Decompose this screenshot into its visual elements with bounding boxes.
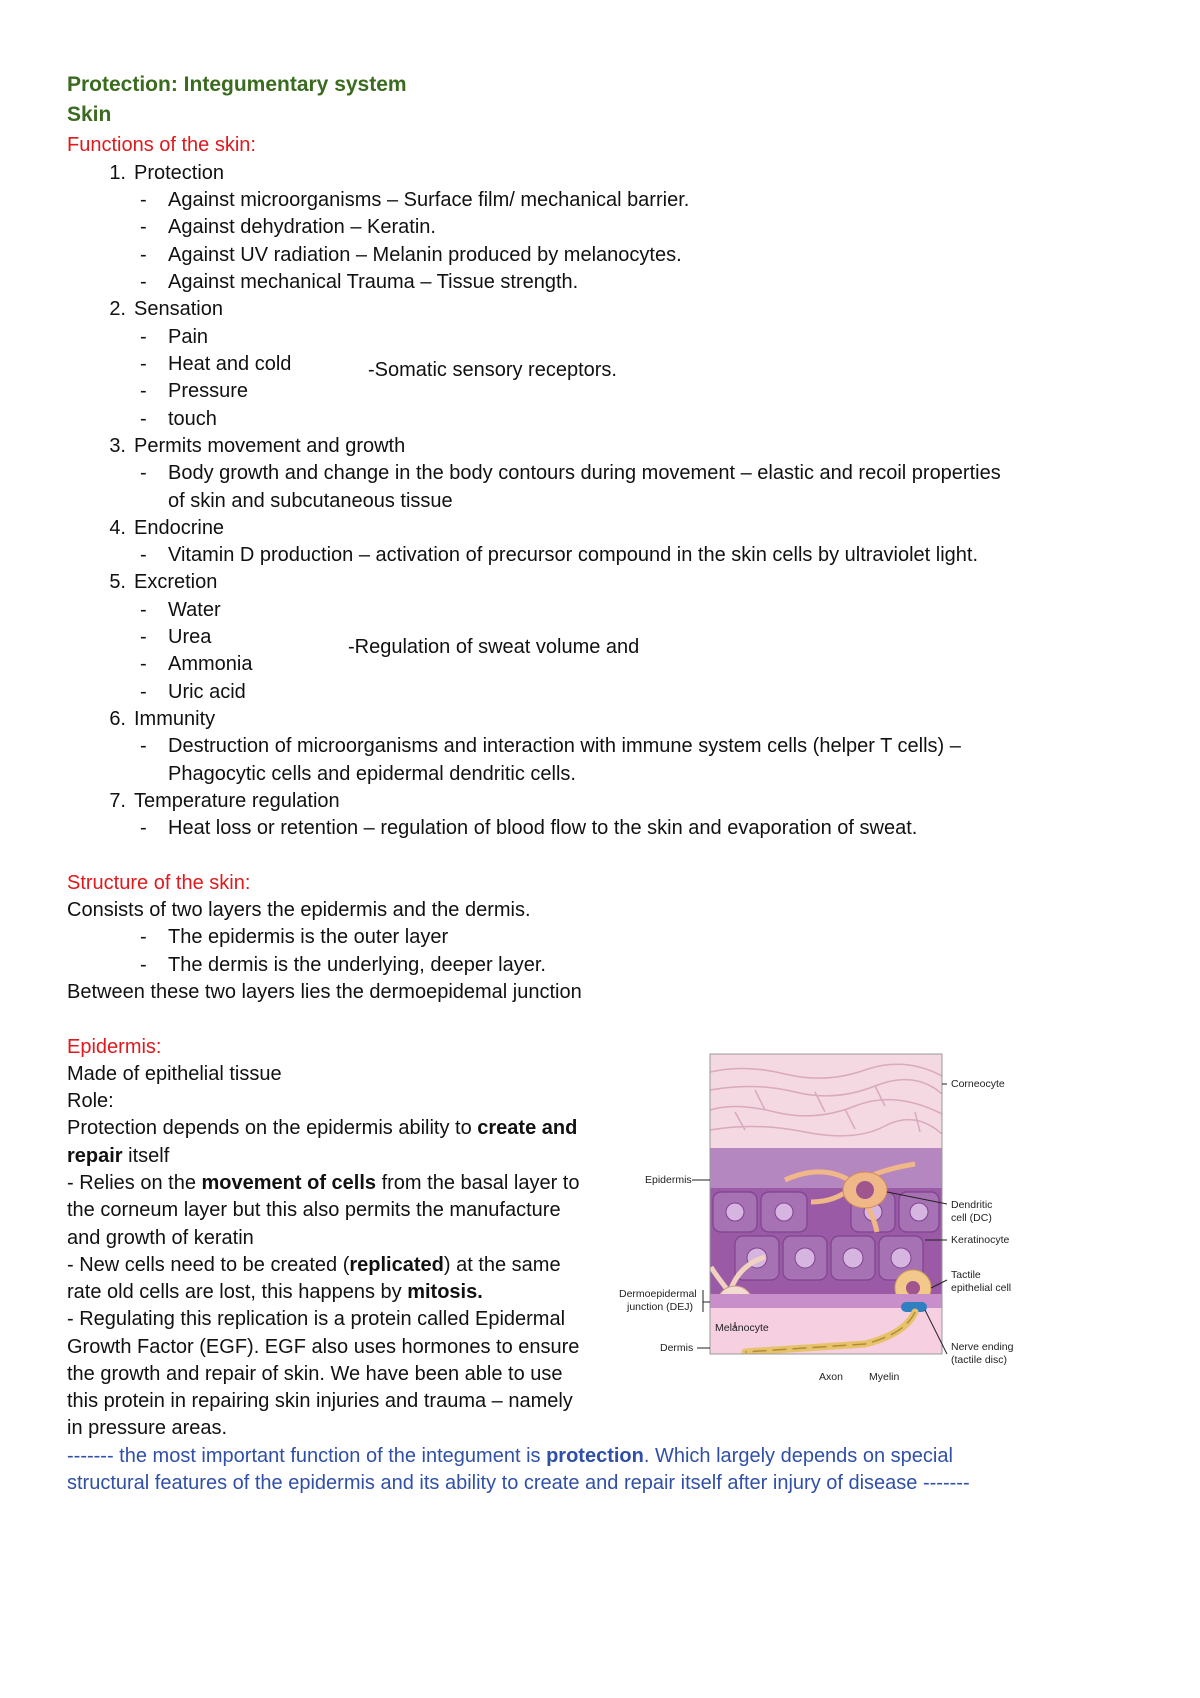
structure-outro: Between these two layers lies the dermoepidemal junction <box>67 981 582 1003</box>
function-2-item: - touch <box>140 408 217 430</box>
sensation-side-note: -Somatic sensory receptors. <box>368 359 617 381</box>
label-myelin: Myelin <box>869 1371 900 1383</box>
function-1-item: - Against dehydration – Keratin. <box>140 216 436 238</box>
skin-layers-figure <box>615 1052 1055 1392</box>
epidermis-heading: Epidermis: <box>67 1036 162 1058</box>
stratum-granulosum <box>710 1148 942 1188</box>
epidermis-text: Protection depends on the epidermis ability to create and <box>67 1117 578 1139</box>
structure-heading: Structure of the skin: <box>67 872 251 894</box>
document-subtitle: Skin <box>67 103 112 126</box>
function-1-item: - Against UV radiation – Melanin produced by melanocytes. <box>140 244 682 266</box>
function-7-item: - Heat loss or retention – regulation of blood flow to the skin and evaporation of sweat. <box>140 817 918 839</box>
label-dendritic-2: cell (DC) <box>951 1212 992 1224</box>
structure-item: - The epidermis is the outer layer <box>140 926 449 948</box>
function-5-item: - Ammonia <box>140 653 253 675</box>
label-tactile-2: epithelial cell <box>951 1282 1012 1294</box>
function-2-item: - Heat and cold <box>140 353 292 375</box>
epidermis-text: Growth Factor (EGF). EGF also uses hormones to ensure <box>67 1336 580 1358</box>
label-corneocyte: Corneocyte <box>951 1078 1005 1090</box>
label-dej-1: Dermoepidermal <box>619 1288 697 1300</box>
label-dermis: Dermis <box>660 1342 694 1354</box>
epidermis-text: the growth and repair of skin. We have been able to use <box>67 1363 563 1385</box>
epidermis-text: - Regulating this replication is a protein called Epidermal <box>67 1308 566 1330</box>
excretion-side-note: -Regulation of sweat volume and <box>348 636 640 658</box>
label-tactile-1: Tactile <box>951 1269 981 1281</box>
label-melanocyte: Melanocyte <box>715 1322 769 1334</box>
function-5-item: - Uric acid <box>140 681 246 703</box>
function-6-item-cont: Phagocytic cells and epidermal dendritic cells. <box>168 763 576 785</box>
document-title: Protection: Integumentary system <box>67 73 407 96</box>
function-4-item: - Vitamin D production – activation of precursor compound in the skin cells by ultraviolet light. <box>140 544 979 566</box>
functions-heading: Functions of the skin: <box>67 134 256 156</box>
label-keratinocyte: Keratinocyte <box>951 1234 1010 1246</box>
epidermis-paragraph: Made of epithelial tissue <box>67 1063 282 1085</box>
epidermis-text: rate old cells are lost, this happens by mitosis. <box>67 1281 483 1303</box>
function-3-item-cont: of skin and subcutaneous tissue <box>168 490 453 512</box>
label-nerve-2: (tactile disc) <box>951 1354 1008 1366</box>
epidermis-role: Role: <box>67 1090 114 1112</box>
function-6-item: - Destruction of microorganisms and interaction with immune system cells (helper T cells) – <box>140 735 961 757</box>
epidermis-text: and growth of keratin <box>67 1227 254 1249</box>
function-2-item: - Pain <box>140 326 209 348</box>
epidermis-text: repair itself <box>67 1145 170 1167</box>
document-page: Protection: Integumentary system Skin Functions of the skin: 1. Protection - Against microorganisms – Surface film/ mechanical barrier. - Against dehydration – Keratin. - Against UV radiation – Melanin produced by melanocytes. - Against mechanical Trauma – Tissue strength. 2. Sensation - Pain - Heat and cold - Pressure - touch -Somatic sensory receptors. 3. Permits movement and growth - Body growth and change in the body contours during movement – elastic and recoil properties of skin and subcutaneous tissue 4. Endocrine - Vitamin D production – activation of precursor compound in the skin cells by ultraviolet light. 5. Excretion - Water - Urea - Ammonia - Uric acid -Regulation of sweat volume and 6. Immunity - Destruction of microorganisms and interaction with immune system cells (helper T cells) – Phagocytic cells and epidermal dendritic cells. 7. Temperature regulation - Heat loss or retention – regulation of blood flow to the skin and evaporation of sweat. Structure of the skin: Consists of two layers the epidermis and the dermis. - The epidermis is the outer layer - The dermis is the underlying, deeper layer. Between these two layers lies the dermoepidemal junction Epidermis: Made of epithelial tissue Role: Protection depends on the epidermis ability to create and repair itself - Relies on the movement of cells from the basal layer to the corneum layer but this also permits the manufacture and growth of keratin - New cells need to be created (replicated) at the same rate old cells are lost, this happens by mitosis. - Regulating this replication is a protein called Epidermal Growth Factor (EGF). EGF also uses hormones to ensure the growth and repair of skin. We have been able to use this protein in repairing skin injuries and trauma – namely in pressure areas. ------- the most important function of the integument is protection. Which largely depends on special structural features of the epidermis and its ability to create and repair itself after injury of disease ------- Corneocyte Epidermis Dendritic cell (DC) Keratinocyte Tactile epithelial cell Dermoepidermal junction (DEJ) Melanocyte Dermis Nerve ending (tactile disc) Axon Myelin <box>0 0 1200 1698</box>
function-1-item: - Against microorganisms – Surface film/ mechanical barrier. <box>140 189 690 211</box>
epidermis-text: - New cells need to be created (replicated) at the same <box>67 1254 561 1276</box>
function-3-item: - Body growth and change in the body contours during movement – elastic and recoil properties <box>140 462 1001 484</box>
epidermis-text: in pressure areas. <box>67 1417 228 1439</box>
label-dej-2: junction (DEJ) <box>627 1301 693 1313</box>
epidermis-text: this protein in repairing skin injuries and trauma – namely <box>67 1390 573 1412</box>
label-dendritic-1: Dendritic <box>951 1199 993 1211</box>
epidermis-text: - Relies on the movement of cells from the basal layer to <box>67 1172 580 1194</box>
function-2-item: - Pressure <box>140 380 249 402</box>
epidermis-text: the corneum layer but this also permits the manufacture <box>67 1199 561 1221</box>
label-nerve-1: Nerve ending <box>951 1341 1014 1353</box>
structure-intro: Consists of two layers the epidermis and the dermis. <box>67 899 531 921</box>
label-axon: Axon <box>819 1371 843 1383</box>
function-1-item: - Against mechanical Trauma – Tissue strength. <box>140 271 579 293</box>
summary-line: ------- the most important function of the integument is protection. Which largely depends on special <box>67 1445 953 1467</box>
structure-item: - The dermis is the underlying, deeper layer. <box>140 954 546 976</box>
summary-line: structural features of the epidermis and its ability to create and repair itself after injury of disease ------- <box>67 1472 970 1494</box>
function-5-item: - Urea <box>140 626 212 648</box>
function-5-item: - Water <box>140 599 221 621</box>
label-epidermis: Epidermis <box>645 1174 692 1186</box>
